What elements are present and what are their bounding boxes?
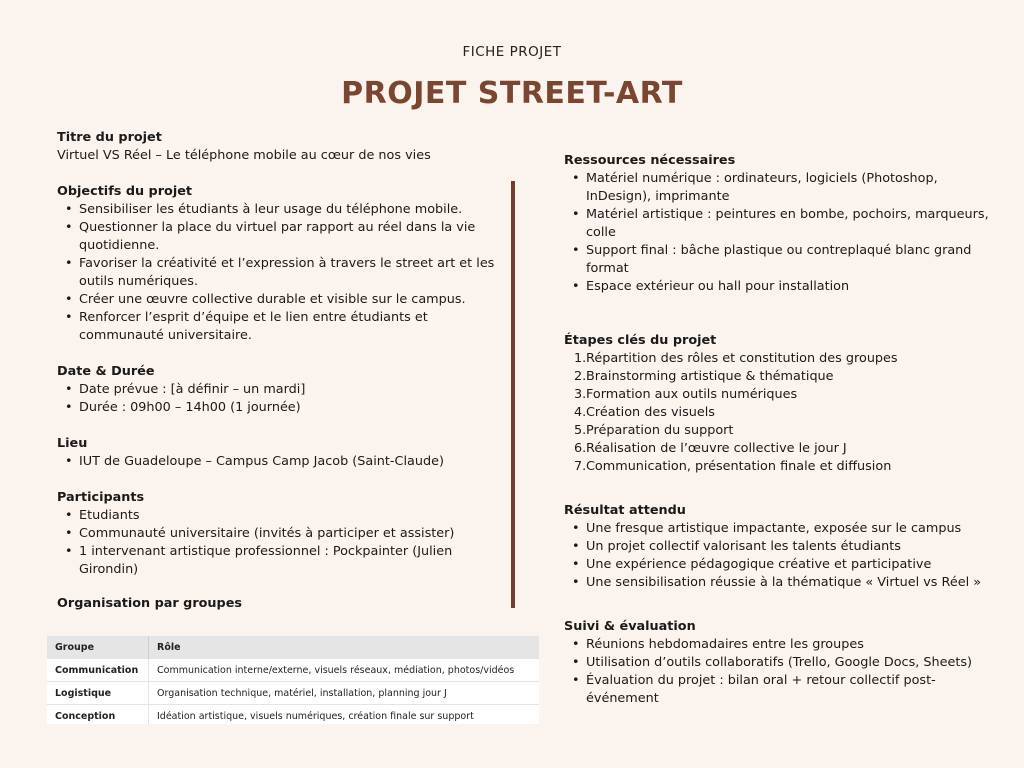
table-row (47, 682, 539, 705)
step-number: 1. (574, 351, 587, 366)
list-item (574, 386, 994, 404)
section-heading: Lieu (57, 436, 88, 451)
participants-list (57, 507, 497, 579)
role-cell: Organisation technique, matériel, installation, planning jour J (149, 682, 540, 705)
step-number: 6. (574, 441, 587, 456)
resultat-list (564, 520, 994, 592)
section-lieu (57, 435, 497, 471)
section-heading: Résultat attendu (564, 503, 686, 518)
column-divider (511, 181, 515, 608)
groups-table (47, 636, 539, 724)
list-item (574, 404, 994, 422)
column-header-role: Rôle (149, 636, 540, 659)
section-heading: Titre du projet (57, 130, 162, 145)
list-item: • Sensibiliser les étudiants à leur usage du téléphone mobile. (79, 201, 497, 219)
column-header-groupe: Groupe (47, 636, 149, 659)
list-item: • Communauté universitaire (invités à participer et assister) (79, 525, 497, 543)
list-item: • Questionner la place du virtuel par rapport au réel dans la vie quotidienne. (79, 219, 497, 255)
left-column (57, 129, 497, 631)
date-list (57, 381, 497, 417)
list-item: • Espace extérieur ou hall pour installation (586, 278, 994, 296)
list-item: • Une fresque artistique impactante, exposée sur le campus (586, 520, 994, 538)
list-item (574, 458, 994, 476)
right-column (564, 152, 994, 726)
step-text: Brainstorming artistique & thématique (586, 369, 834, 384)
list-item: • Matériel numérique : ordinateurs, logiciels (Photoshop, InDesign), imprimante (586, 170, 994, 206)
section-organisation (57, 595, 497, 613)
list-item: • Support final : bâche plastique ou contreplaqué blanc grand format (586, 242, 994, 278)
page-title: PROJET STREET-ART (341, 76, 683, 111)
step-text: Préparation du support (586, 423, 734, 438)
section-etapes (564, 332, 994, 476)
step-text: Répartition des rôles et constitution des groupes (586, 351, 898, 366)
section-heading: Étapes clés du projet (564, 333, 717, 348)
list-item: • Réunions hebdomadaires entre les groupes (586, 636, 994, 654)
section-objectifs (57, 183, 497, 345)
step-number: 3. (574, 387, 587, 402)
list-item: • IUT de Guadeloupe – Campus Camp Jacob (Saint-Claude) (79, 453, 497, 471)
etapes-list (564, 350, 994, 476)
role-cell: Idéation artistique, visuels numériques, création finale sur support (149, 705, 540, 725)
step-text: Communication, présentation finale et diffusion (586, 459, 892, 474)
list-item: • Renforcer l’esprit d’équipe et le lien entre étudiants et communauté universitaire. (79, 309, 497, 345)
step-text: Formation aux outils numériques (586, 387, 798, 402)
section-heading: Participants (57, 490, 145, 505)
list-item: • 1 intervenant artistique professionnel : Pockpainter (Julien Girondin) (79, 543, 497, 579)
section-heading: Date & Durée (57, 364, 155, 379)
list-item (574, 350, 994, 368)
suivi-list (564, 636, 994, 708)
step-text: Réalisation de l’œuvre collective le jour J (586, 441, 847, 456)
section-heading: Suivi & évaluation (564, 619, 696, 634)
step-text: Création des visuels (586, 405, 715, 420)
ressources-list (564, 170, 994, 296)
list-item: • Créer une œuvre collective durable et visible sur le campus. (79, 291, 497, 309)
section-heading: Objectifs du projet (57, 184, 193, 199)
list-item (574, 440, 994, 458)
section-heading: Ressources nécessaires (564, 153, 736, 168)
project-title-text: Virtuel VS Réel – Le téléphone mobile au cœur de nos vies (57, 148, 431, 163)
step-number: 5. (574, 423, 587, 438)
list-item (574, 422, 994, 440)
list-item: • Utilisation d’outils collaboratifs (Trello, Google Docs, Sheets) (586, 654, 994, 672)
list-item: • Favoriser la créativité et l’expression à travers le street art et les outils numériques. (79, 255, 497, 291)
group-cell: Logistique (47, 682, 149, 705)
section-ressources (564, 152, 994, 296)
list-item: • Un projet collectif valorisant les talents étudiants (586, 538, 994, 556)
document-kicker: FICHE PROJET (462, 44, 562, 60)
section-resultat (564, 502, 994, 592)
list-item: • Une sensibilisation réussie à la thématique « Virtuel vs Réel » (586, 574, 994, 592)
table-row (47, 659, 539, 682)
section-suivi (564, 618, 994, 708)
section-heading: Organisation par groupes (57, 596, 242, 611)
lieu-list (57, 453, 497, 471)
table-header-row (47, 636, 539, 659)
role-cell: Communication interne/externe, visuels réseaux, médiation, photos/vidéos (149, 659, 540, 682)
section-titre (57, 129, 497, 165)
step-number: 2. (574, 369, 587, 384)
section-date (57, 363, 497, 417)
group-cell: Communication (47, 659, 149, 682)
step-number: 4. (574, 405, 587, 420)
table-row (47, 705, 539, 725)
list-item: • Évaluation du projet : bilan oral + retour collectif post-événement (586, 672, 994, 708)
list-item: • Matériel artistique : peintures en bombe, pochoirs, marqueurs, colle (586, 206, 994, 242)
list-item (574, 368, 994, 386)
objectifs-list (57, 201, 497, 345)
list-item: • Une expérience pédagogique créative et participative (586, 556, 994, 574)
step-number: 7. (574, 459, 587, 474)
section-participants (57, 489, 497, 579)
list-item: • Etudiants (79, 507, 497, 525)
list-item: • Date prévue : [à définir – un mardi] (79, 381, 497, 399)
list-item: • Durée : 09h00 – 14h00 (1 journée) (79, 399, 497, 417)
group-cell: Conception (47, 705, 149, 725)
